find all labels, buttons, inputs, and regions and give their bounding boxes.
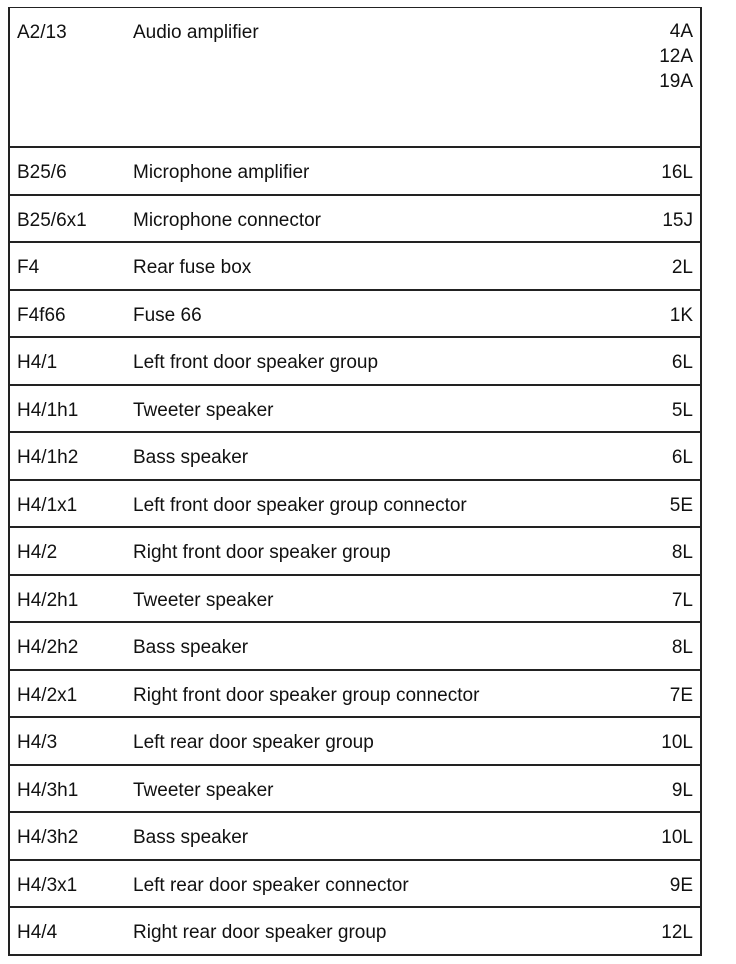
component-description: Microphone amplifier bbox=[133, 162, 310, 183]
component-code: A2/13 bbox=[17, 22, 67, 43]
grid-location: 1K bbox=[669, 304, 693, 326]
table-row bbox=[10, 908, 700, 956]
grid-location: 7E bbox=[669, 684, 693, 706]
component-description: Fuse 66 bbox=[133, 304, 202, 326]
grid-location: 2L bbox=[671, 257, 693, 278]
component-code: B25/6 bbox=[17, 162, 67, 183]
grid-location: 15J bbox=[662, 209, 693, 231]
table-row bbox=[10, 623, 700, 671]
component-code: F4 bbox=[17, 257, 40, 278]
grid-location: 5L bbox=[671, 399, 693, 421]
grid-location: 8L bbox=[671, 542, 693, 563]
table-row bbox=[10, 861, 700, 909]
component-code: B25/6x1 bbox=[17, 209, 87, 231]
component-description: Tweeter speaker bbox=[133, 589, 274, 611]
component-description: Left rear door speaker connector bbox=[133, 874, 409, 896]
table-row bbox=[10, 576, 700, 624]
table-row bbox=[10, 243, 700, 291]
component-table bbox=[8, 7, 702, 956]
grid-location: 6L bbox=[671, 447, 693, 468]
component-code: F4f66 bbox=[17, 304, 66, 326]
grid-location: 7L bbox=[671, 589, 693, 611]
component-description: Left rear door speaker group bbox=[133, 732, 374, 753]
grid-location: 9L bbox=[671, 779, 693, 801]
table-row bbox=[10, 528, 700, 576]
table-row bbox=[10, 196, 700, 244]
component-code: H4/2h1 bbox=[17, 589, 79, 611]
table-row bbox=[10, 386, 700, 434]
component-code: H4/1h2 bbox=[17, 447, 79, 468]
table-row bbox=[10, 291, 700, 339]
table-row bbox=[10, 433, 700, 481]
grid-location: 6L bbox=[671, 352, 693, 373]
component-description: Left front door speaker group bbox=[133, 352, 379, 373]
component-description: Bass speaker bbox=[133, 637, 249, 658]
component-code: H4/1 bbox=[17, 352, 58, 373]
component-code: H4/2x1 bbox=[17, 684, 78, 706]
component-description: Rear fuse box bbox=[133, 257, 252, 278]
component-code: H4/2 bbox=[17, 542, 58, 563]
table-row bbox=[10, 813, 700, 861]
table-row bbox=[10, 338, 700, 386]
component-description: Bass speaker bbox=[133, 827, 249, 848]
table-row bbox=[10, 671, 700, 719]
component-code: H4/3h2 bbox=[17, 827, 79, 848]
grid-location: 10L bbox=[661, 827, 693, 848]
table-row bbox=[10, 148, 700, 196]
table-row bbox=[10, 8, 700, 148]
grid-location: 12A bbox=[659, 46, 693, 67]
grid-location-list bbox=[659, 23, 693, 98]
component-code: H4/3h1 bbox=[17, 779, 79, 801]
table-row bbox=[10, 718, 700, 766]
grid-location: 19A bbox=[659, 71, 693, 92]
table-row bbox=[10, 481, 700, 529]
grid-location: 10L bbox=[661, 732, 693, 753]
component-description: Right front door speaker group connector bbox=[133, 684, 480, 706]
grid-location: 12L bbox=[661, 922, 693, 943]
component-code: H4/4 bbox=[17, 922, 58, 943]
grid-location: 4A bbox=[669, 21, 693, 42]
component-description: Left front door speaker group connector bbox=[133, 494, 467, 516]
component-description: Right front door speaker group bbox=[133, 542, 391, 563]
grid-location: 8L bbox=[671, 637, 693, 658]
component-code: H4/2h2 bbox=[17, 637, 79, 658]
component-code: H4/1h1 bbox=[17, 399, 79, 421]
table-row bbox=[10, 766, 700, 814]
component-description: Right rear door speaker group bbox=[133, 922, 387, 943]
component-code: H4/3x1 bbox=[17, 874, 78, 896]
component-code: H4/1x1 bbox=[17, 494, 78, 516]
component-description: Tweeter speaker bbox=[133, 399, 274, 421]
grid-location: 16L bbox=[661, 162, 693, 183]
component-description: Tweeter speaker bbox=[133, 779, 274, 801]
component-description: Bass speaker bbox=[133, 447, 249, 468]
component-code: H4/3 bbox=[17, 732, 58, 753]
grid-location: 5E bbox=[669, 494, 693, 516]
component-description: Microphone connector bbox=[133, 209, 321, 231]
grid-location: 9E bbox=[669, 874, 693, 896]
component-description: Audio amplifier bbox=[133, 22, 259, 43]
